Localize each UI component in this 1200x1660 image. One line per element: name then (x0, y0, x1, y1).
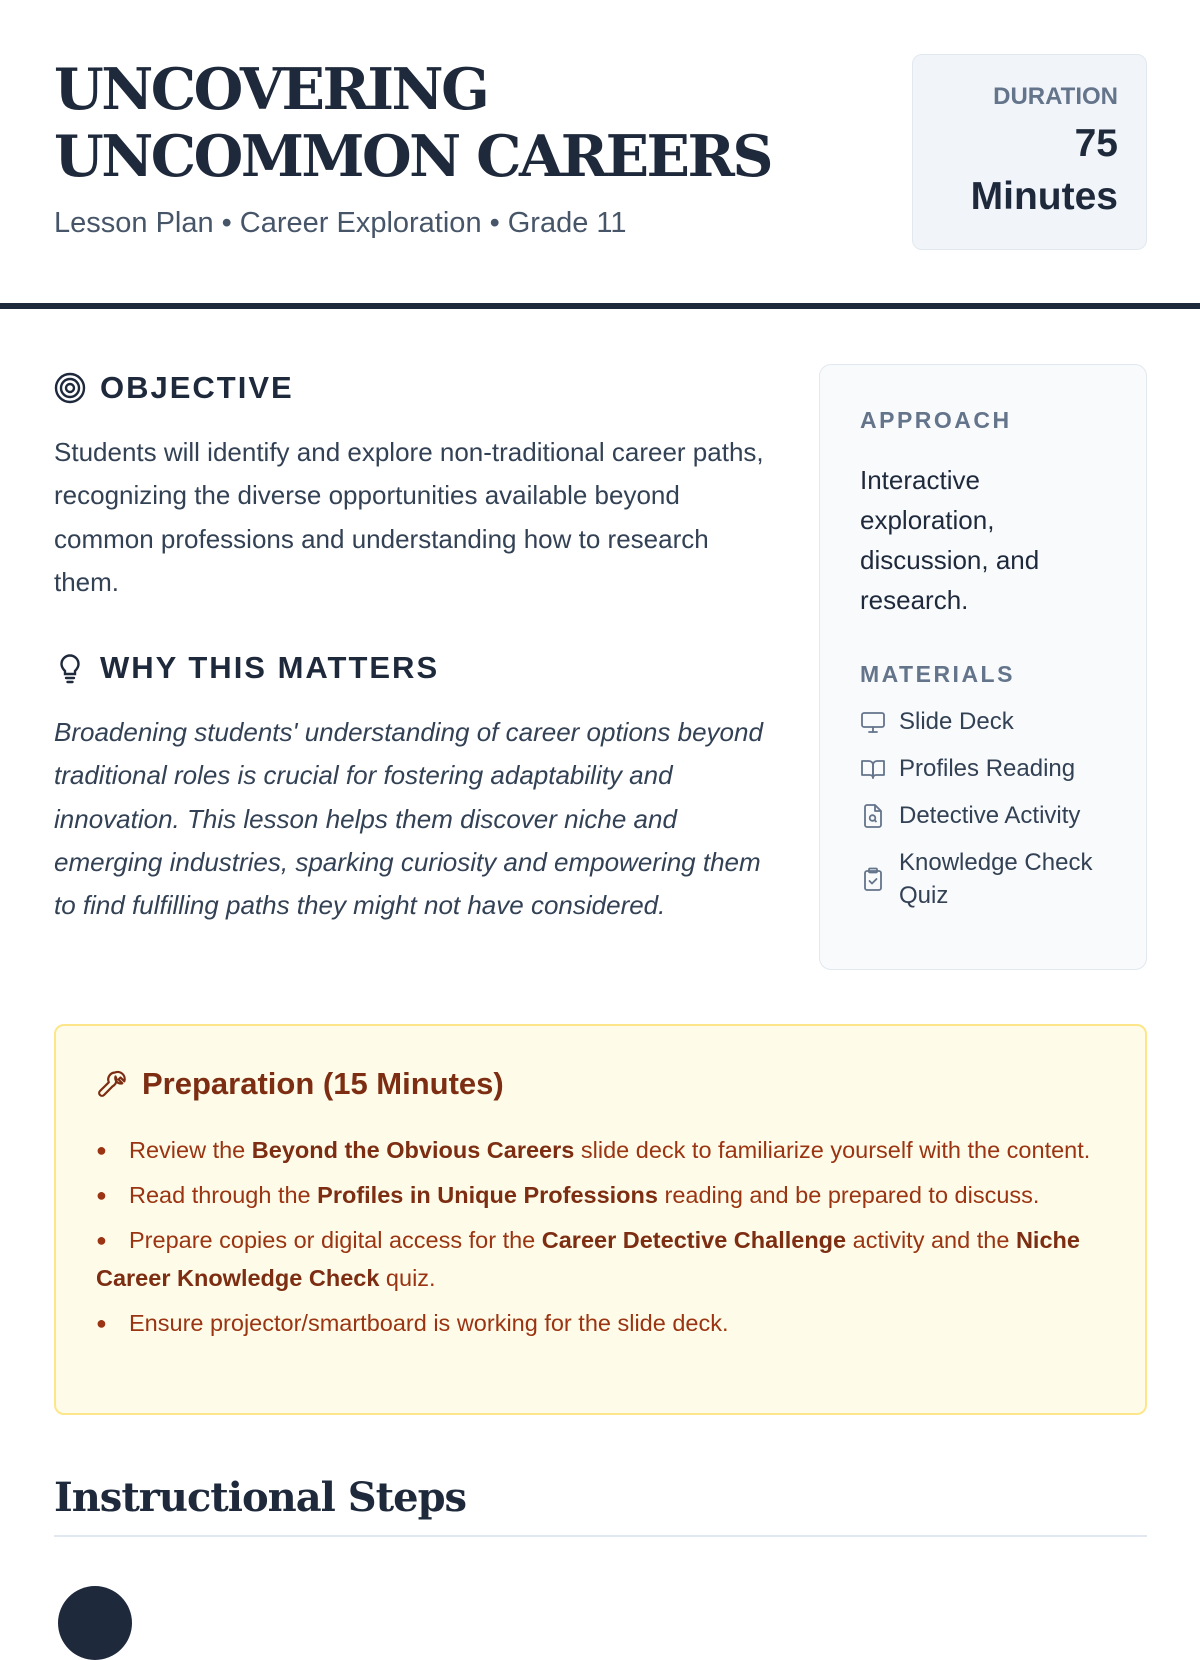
preparation-item: ● Ensure projector/smartboard is working for the slide deck. (96, 1310, 729, 1336)
material-label: Slide Deck (899, 708, 1014, 735)
preparation-item: ● Review the Beyond the Obvious Careers slide deck to familiarize yourself with the content. (96, 1137, 1091, 1163)
duration-value (933, 117, 1118, 223)
material-label: Knowledge Check Quiz (899, 849, 1093, 909)
duration-card (912, 54, 1147, 250)
preparation-title: Preparation (15 Minutes) (142, 1066, 504, 1101)
subtitle-grade: Grade 11 (507, 207, 627, 239)
separator-dot: • (221, 207, 232, 239)
target-icon (54, 372, 86, 404)
lesson-sidebar (819, 364, 1147, 970)
subtitle-doc-type: Lesson Plan (54, 207, 214, 239)
preparation-heading (96, 1066, 504, 1102)
duration-unit: Minutes (970, 175, 1118, 218)
wrench-icon (96, 1068, 128, 1100)
steps-heading: Instructional Steps (54, 1474, 467, 1521)
divider (54, 1535, 1147, 1537)
materials-label: MATERIALS (860, 661, 1015, 687)
duration-number: 75 (1074, 122, 1118, 165)
page-subtitle (54, 203, 627, 243)
separator-dot: • (489, 207, 500, 239)
monitor-icon (860, 709, 886, 735)
step-number-badge (58, 1586, 132, 1660)
material-item (860, 846, 1120, 912)
approach-text: Interactive exploration, discussion, and research. (860, 465, 1040, 615)
duration-label: DURATION (993, 83, 1118, 110)
approach-label: APPROACH (860, 407, 1012, 433)
why-title: WHY THIS MATTERS (100, 650, 440, 685)
preparation-item: ● Prepare copies or digital access for the Career Detective Challenge activity and the Niche Career Knowledge Check quiz. (96, 1227, 1080, 1291)
objective-title: OBJECTIVE (100, 370, 294, 405)
preparation-list (96, 1131, 1106, 1349)
book-icon (860, 756, 886, 782)
lightbulb-icon (54, 652, 86, 684)
materials-list (860, 705, 1120, 926)
material-label: Detective Activity (899, 802, 1081, 829)
why-heading (54, 648, 439, 688)
objective-text: Students will identify and explore non-traditional career paths, recognizing the diverse opportunities available beyond common professions and understanding how to research them. (54, 437, 764, 597)
material-label: Profiles Reading (899, 755, 1076, 782)
subtitle-subject: Career Exploration (239, 207, 482, 239)
page-header (0, 0, 1200, 309)
objective-heading (54, 368, 294, 408)
why-text: Broadening students' understanding of career options beyond traditional roles is crucial for fostering adaptability and innovation. This lesson helps them discover niche and emerging industries, sparking curiosity and empowering them to find fulfilling paths they might not have considered. (54, 717, 763, 921)
material-item (860, 799, 1120, 832)
file-search-icon (860, 803, 886, 829)
preparation-box (54, 1024, 1147, 1415)
preparation-item: ● Read through the Profiles in Unique Professions reading and be prepared to discuss. (96, 1182, 1040, 1208)
page-title: UNCOVERING UNCOMMON CAREERS (54, 56, 772, 190)
material-item (860, 705, 1120, 738)
clipboard-check-icon (860, 866, 886, 892)
material-item (860, 752, 1120, 785)
